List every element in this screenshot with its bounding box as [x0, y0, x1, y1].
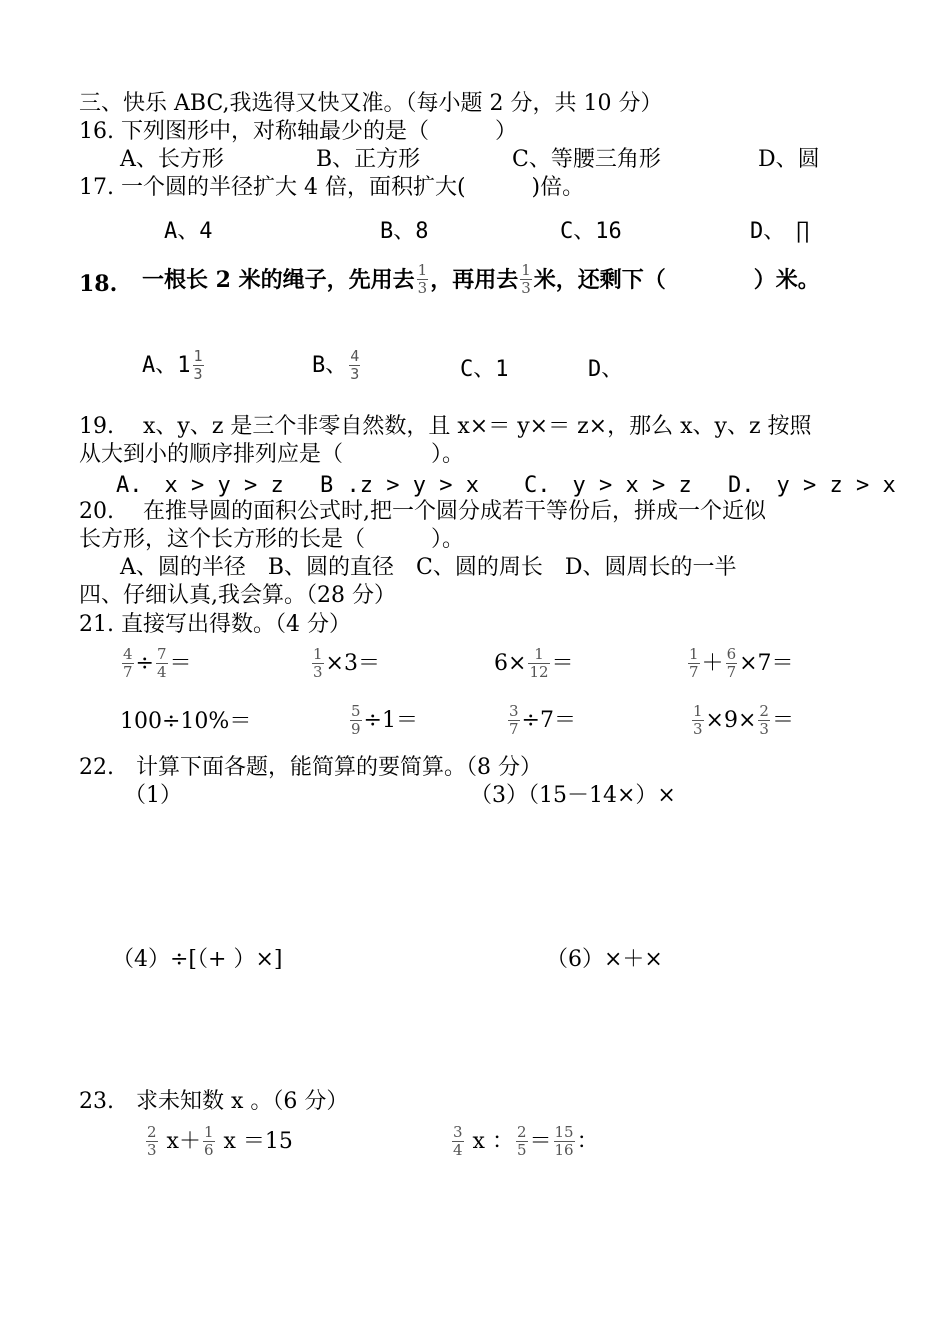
q18-fraction-2: 1 3: [521, 261, 531, 297]
fraction: 2 5: [516, 1123, 527, 1159]
q23-stem: 23. 求未知数 x 。（6 分）: [79, 1089, 349, 1114]
q22-problem-4: （4）÷[（+ ）×]: [112, 947, 283, 972]
fraction: 2 3: [147, 1123, 157, 1159]
q17-option-b: B、8: [380, 219, 429, 244]
q17-option-c: C、16: [560, 219, 622, 244]
q17-option-d: D、 ∏: [750, 219, 810, 244]
fraction: 4 7: [123, 645, 133, 681]
q21-expr-2: 1 3 ×3＝: [313, 645, 380, 681]
q21-expr-6: 5 9 ÷1＝: [351, 702, 418, 738]
q18-text-1: 一根长 2 米的绳子，先用去: [142, 266, 415, 293]
q19-option-a: A. x > y > z: [116, 473, 284, 498]
fraction: 1 7: [689, 645, 699, 681]
fraction: 5 9: [351, 702, 361, 738]
q21-expr-4: 1 7 ＋ 6 7 ×7＝: [689, 645, 794, 681]
fraction: 7 4: [156, 645, 167, 681]
section-4-title: 四、仔细认真,我会算。（28 分）: [79, 583, 396, 608]
q18-text-3: 米，还剩下（ ）米。: [533, 266, 820, 293]
q20-line-2: 长方形，这个长方形的长是（ ）。: [79, 527, 465, 552]
q16-stem: 16. 下列图形中，对称轴最少的是（ ）: [79, 119, 517, 144]
q21-expr-1: 4 7 ÷ 7 4 ＝: [123, 645, 192, 681]
q18-stem: [142, 262, 820, 297]
q20-line-1: 20. 在推导圆的面积公式时,把一个圆分成若干等份后，拼成一个近似: [79, 499, 766, 524]
q22-problem-1: （1）: [124, 783, 182, 808]
q16-option-b: B、正方形: [316, 147, 421, 172]
q16-option-c: C、等腰三角形: [512, 147, 661, 172]
q16-option-a: A、长方形: [120, 147, 224, 172]
q18-option-c: C、1: [460, 357, 509, 382]
q18-option-b-fraction: 4 3: [350, 347, 360, 383]
q19-option-c: C. y > x > z: [524, 473, 692, 498]
q23-equation-2: 3 4 x ： 2 5 ＝ 15 16 ：: [453, 1123, 599, 1159]
q16-option-d: D、圆: [758, 147, 820, 172]
q22-stem: 22. 计算下面各题，能简算的要简算。（8 分）: [79, 755, 542, 780]
fraction: 3 4: [453, 1123, 463, 1159]
q19-line-2: 从大到小的顺序排列应是（ ）。: [79, 442, 465, 467]
q18-text-2: ，再用去: [430, 266, 519, 293]
fraction: 1 3: [313, 645, 323, 681]
q18-fraction-1: 1 3: [417, 261, 428, 297]
q18-option-a-fraction: 1 3: [193, 347, 203, 383]
q21-expr-8: 1 3 ×9× 2 3 ＝: [693, 702, 794, 738]
q19-option-d: D. y > z > x: [728, 473, 896, 498]
q22-problem-3: （3）（15－14×）×: [470, 783, 676, 808]
fraction: 1 12: [529, 645, 549, 681]
q22-problem-6: （6）×＋×: [546, 947, 663, 972]
q20-options: A、圆的半径 B、圆的直径 C、圆的周长 D、圆周长的一半: [120, 555, 737, 580]
q18-option-d: D、: [588, 357, 624, 382]
q18-option-a: A、1 1 3: [142, 347, 203, 383]
fraction: 1 3: [693, 702, 703, 738]
fraction: 1 6: [203, 1123, 214, 1159]
q21-expr-3: 6× 1 12 ＝: [494, 645, 574, 681]
section-3-title: 三、快乐 ABC,我选得又快又准。（每小题 2 分，共 10 分）: [79, 91, 663, 116]
fraction: 6 7: [726, 645, 737, 681]
q18-option-b: B、 4 3: [312, 347, 360, 383]
q21-stem: 21. 直接写出得数。（4 分）: [79, 612, 351, 637]
fraction: 15 16: [554, 1123, 574, 1159]
q17-option-a: A、4: [164, 219, 213, 244]
q18-number: 18.: [79, 271, 118, 297]
fraction: 3 7: [509, 702, 519, 738]
q19-option-b: B .z > y > x: [320, 473, 479, 498]
q21-expr-7: 3 7 ÷7＝: [509, 702, 576, 738]
q19-line-1: 19. x、y、z 是三个非零自然数，且 x×＝ y×＝ z×，那么 x、y、z 按照: [79, 414, 812, 439]
q17-stem: 17. 一个圆的半径扩大 4 倍，面积扩大( )倍。: [79, 175, 585, 200]
q23-equation-1: 2 3 x＋ 1 6 x ＝15: [147, 1123, 293, 1159]
q21-expr-5: 100÷10%＝: [120, 709, 252, 734]
fraction: 2 3: [759, 702, 769, 738]
